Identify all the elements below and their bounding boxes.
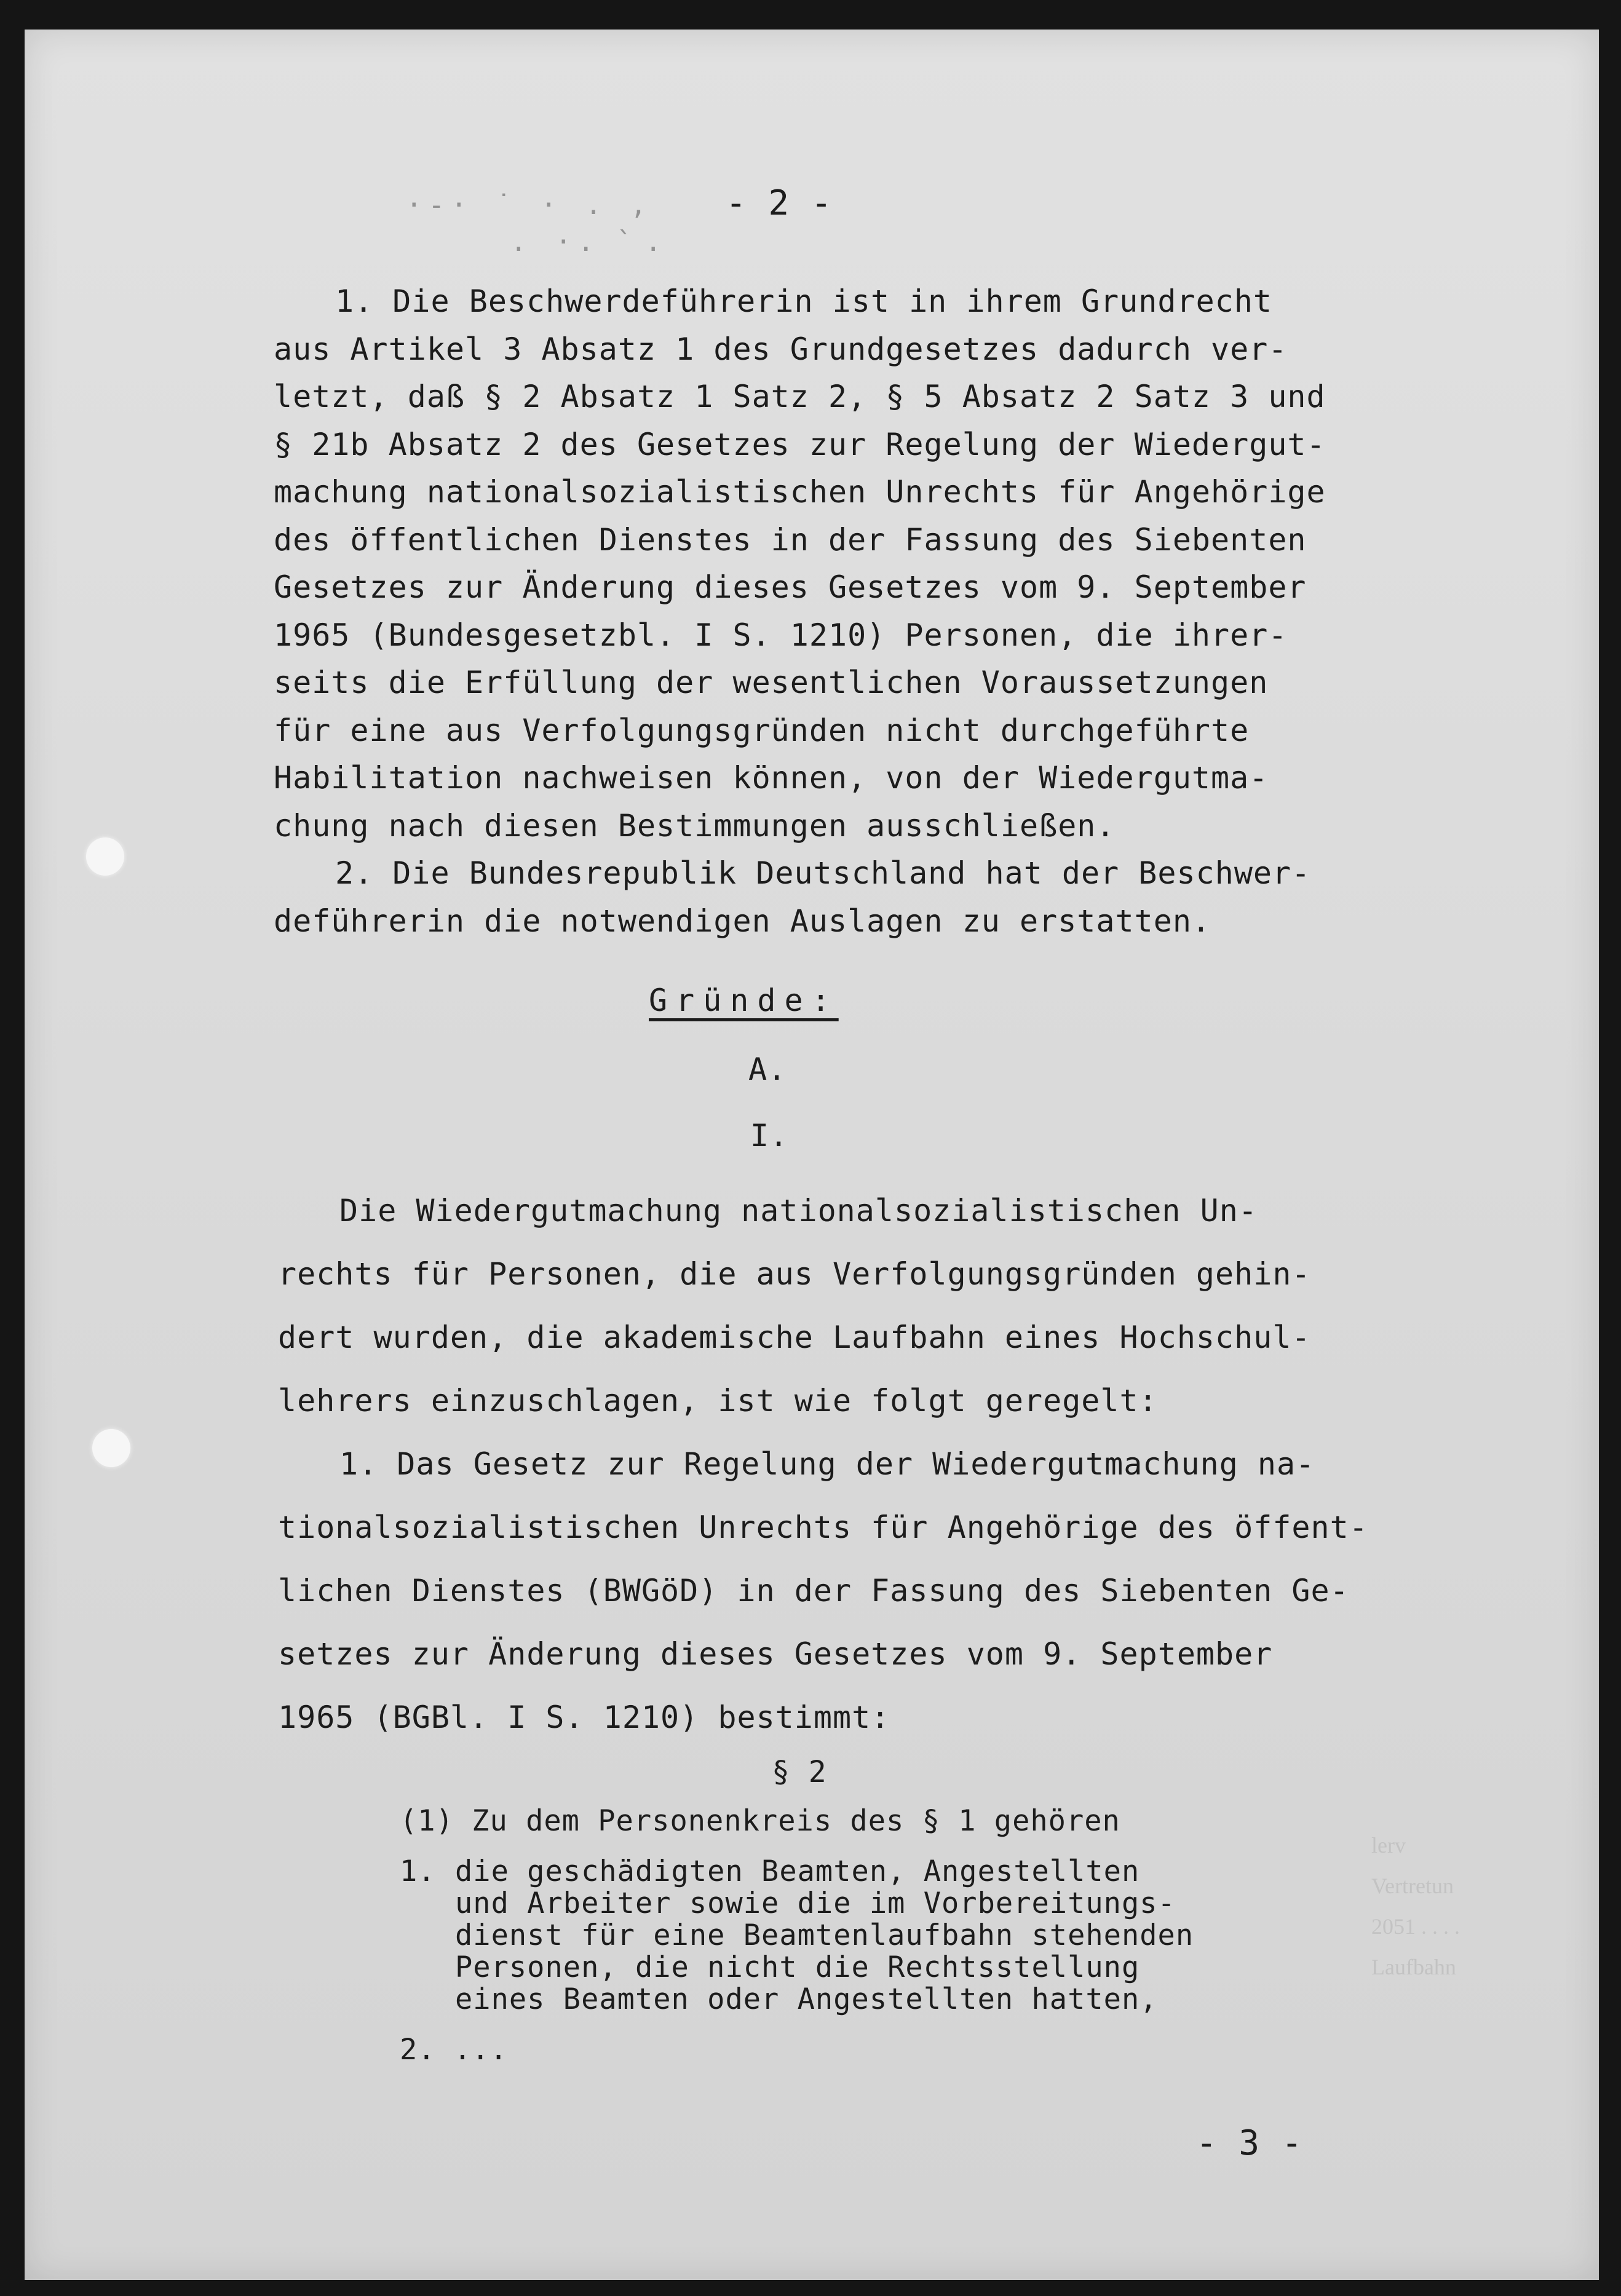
ink-smudge: . ·. ̀ . bbox=[510, 226, 668, 258]
tenor-line: Habilitation nachweisen können, von der Wiedergutma- bbox=[274, 760, 1269, 796]
quoted-list-item: 1. die geschädigten Beamten, Angestellten bbox=[400, 1855, 1140, 1888]
tenor-line: aus Artikel 3 Absatz 1 des Grundgesetzes dadurch ver- bbox=[274, 331, 1288, 367]
quoted-list-item: 2. ... bbox=[400, 2033, 508, 2067]
tenor-line: 1965 (Bundesgesetzbl. I S. 1210) Personen, die ihrer- bbox=[274, 617, 1288, 653]
reasons-line: lehrers einzuschlagen, ist wie folgt geregelt: bbox=[278, 1383, 1158, 1419]
next-page-marker: - 3 - bbox=[1196, 2123, 1303, 2163]
tenor-line: machung nationalsozialistischen Unrechts für Angehörige bbox=[274, 474, 1326, 510]
reasons-line: dert wurden, die akademische Laufbahn eines Hochschul- bbox=[278, 1320, 1311, 1355]
quoted-list-line: Personen, die nicht die Rechtsstellung bbox=[455, 1950, 1140, 1984]
reasons-heading: Gründe: bbox=[649, 983, 839, 1018]
reasons-line: 1. Das Gesetz zur Regelung der Wiedergutmachung na- bbox=[339, 1446, 1315, 1482]
document-page bbox=[25, 30, 1599, 2280]
quoted-paragraph: (1) Zu dem Personenkreis des § 1 gehören bbox=[400, 1804, 1120, 1838]
tenor-line: 1. Die Beschwerdeführerin ist in ihrem Grundrecht bbox=[335, 283, 1273, 319]
reasons-body bbox=[278, 1179, 1368, 1749]
part-heading: A. bbox=[748, 1051, 787, 1087]
tenor-line: § 21b Absatz 2 des Gesetzes zur Regelung der Wiedergut- bbox=[274, 426, 1326, 462]
tenor-line: für eine aus Verfolgungsgründen nicht durchgeführte bbox=[274, 712, 1250, 748]
reasons-line: tionalsozialistischen Unrechts für Angehörige des öffent- bbox=[278, 1510, 1368, 1545]
reasons-line: lichen Dienstes (BWGöD) in der Fassung des Siebenten Ge- bbox=[278, 1573, 1349, 1609]
ink-smudge: ·-· ˙ · . , bbox=[406, 189, 653, 221]
reasons-line: 1965 (BGBl. I S. 1210) bestimmt: bbox=[278, 1700, 890, 1735]
reasons-line: rechts für Personen, die aus Verfolgungsgründen gehin- bbox=[278, 1256, 1311, 1292]
tenor-line: Gesetzes zur Änderung dieses Gesetzes vom 9. September bbox=[274, 569, 1307, 605]
tenor-line: deführerin die notwendigen Auslagen zu erstatten. bbox=[274, 903, 1211, 939]
page-number: - 2 - bbox=[726, 183, 833, 223]
quoted-section-number: § 2 bbox=[772, 1755, 827, 1789]
tenor-line: 2. Die Bundesrepublik Deutschland hat der Beschwer- bbox=[335, 855, 1311, 891]
punch-hole-lower bbox=[92, 1429, 130, 1467]
quoted-list-line: dienst für eine Beamtenlaufbahn stehenden bbox=[455, 1918, 1194, 1952]
tenor-line: letzt, daß § 2 Absatz 1 Satz 2, § 5 Absatz 2 Satz 3 und bbox=[274, 379, 1326, 414]
bleed-through-ghost-text: lerv Vertretun 2051 . . . . Laufbahn bbox=[1371, 1833, 1460, 1979]
tenor-line: des öffentlichen Dienstes in der Fassung des Siebenten bbox=[274, 521, 1307, 558]
subpart-heading: I. bbox=[750, 1118, 789, 1154]
quoted-list-line: eines Beamten oder Angestellten hatten, bbox=[455, 1982, 1158, 2016]
quoted-list-line: und Arbeiter sowie die im Vorbereitungs- bbox=[455, 1886, 1176, 1920]
reasons-line: Die Wiedergutmachung nationalsozialistischen Un- bbox=[339, 1193, 1258, 1229]
tenor-line: seits die Erfüllung der wesentlichen Voraussetzungen bbox=[274, 665, 1269, 700]
punch-hole-upper bbox=[86, 837, 124, 876]
tenor-section bbox=[274, 278, 1326, 945]
quoted-list bbox=[400, 1856, 1194, 2066]
tenor-line: chung nach diesen Bestimmungen ausschließen. bbox=[274, 807, 1116, 844]
reasons-line: setzes zur Änderung dieses Gesetzes vom 9. September bbox=[278, 1636, 1273, 1672]
